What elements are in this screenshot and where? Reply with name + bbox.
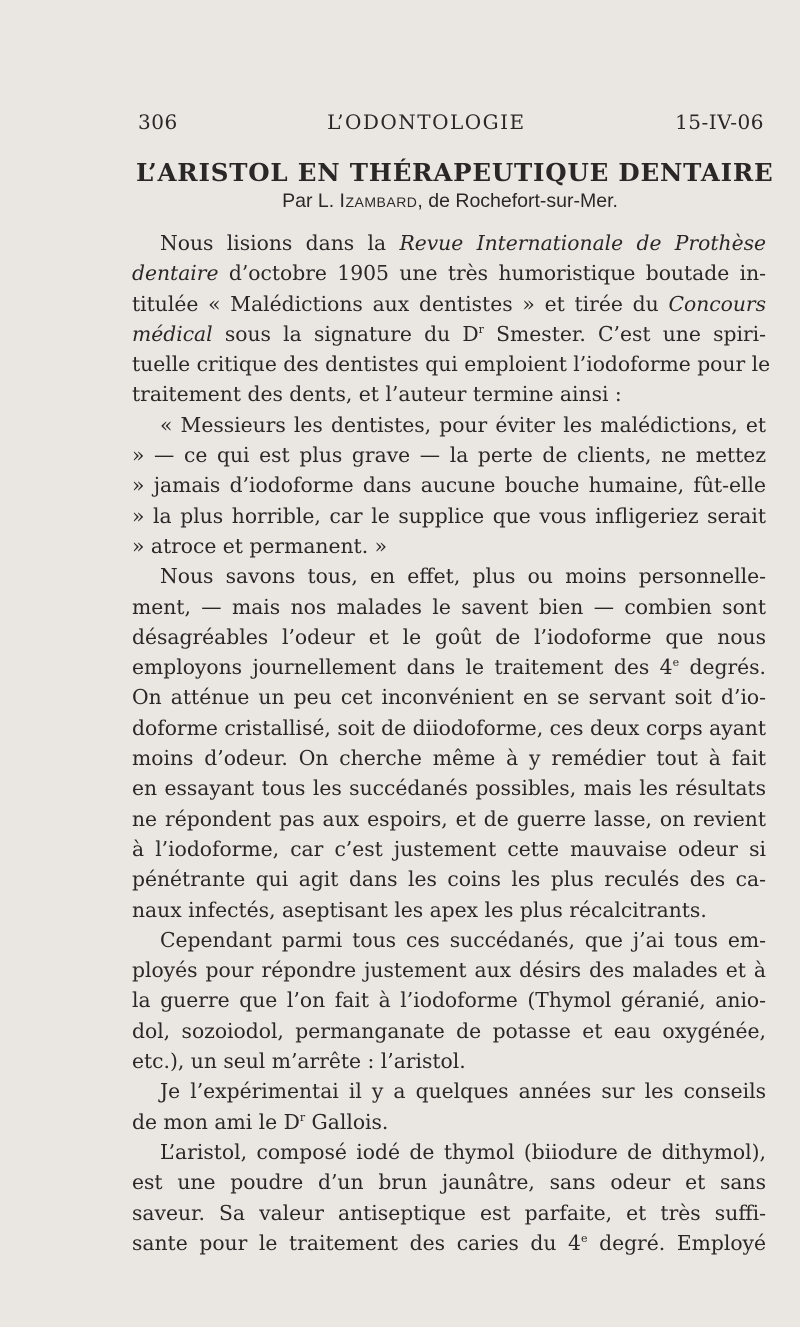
journal-title: L’ODONTOLOGIE [327, 110, 526, 134]
quote-line: « Messieurs les dentistes, pour éviter les malédictions, et [160, 412, 766, 437]
text-line: doforme cristallisé, soit de diiodoforme, ces deux corps ayant [132, 715, 766, 740]
text-line: désagréables l’odeur et le goût de l’iodoforme que nous [132, 624, 766, 649]
text-line: etc.), un seul m’arrête : l’aristol. [132, 1049, 466, 1074]
text-line: Nous savons tous, en effet, plus ou moins personnelle- [160, 564, 766, 589]
text-line: dol, sozoiodol, permanganate de potasse et eau oxygénée, [132, 1018, 766, 1043]
text-line: employons journellement dans le traitement des 4e degrés. [132, 655, 767, 680]
quote-line: » jamais d’iodoforme dans aucune bouche humaine, fût-elle [132, 473, 766, 498]
text-line: saveur. Sa valeur antiseptique est parfaite, et très suffi- [132, 1200, 766, 1225]
running-header [138, 110, 764, 134]
text-line: Je l’expérimentai il y a quelques années sur les conseils [160, 1079, 766, 1104]
text-line: Cependant parmi tous ces succédanés, que j’ai tous em- [160, 927, 766, 952]
text-line: traitement des dents, et l’auteur termine ainsi : [132, 382, 622, 407]
text-line: la guerre que l’on fait à l’iodoforme (Thymol géranié, anio- [132, 988, 766, 1013]
text-line: titulée « Malédictions aux dentistes » et tirée du Concours [132, 291, 766, 316]
text-line: dentaire d’octobre 1905 une très humoristique boutade in- [132, 261, 766, 286]
text-line: en essayant tous les succédanés possibles, mais les résultats [132, 776, 766, 801]
text-line: ne répondent pas aux espoirs, et de guerre lasse, on revient [132, 806, 766, 831]
text-line: moins d’odeur. On cherche même à y remédier tout à fait [132, 746, 766, 771]
text-line: sante pour le traitement des caries du 4e degré. Employé [132, 1230, 767, 1255]
article-body [132, 228, 771, 1258]
page-number: 306 [138, 110, 178, 134]
author-name: Izambard [339, 190, 418, 212]
text-line: médical sous la signature du $D^r$ Smester. C’est une spiri- [132, 321, 766, 346]
text-line: L’aristol, composé iodé de thymol (biiodure de dithymol), [160, 1139, 766, 1164]
text-line: On atténue un peu cet inconvénient en se servant soit d’io- [132, 685, 766, 710]
text-line: ployés pour répondre justement aux désirs des malades et à [132, 958, 766, 983]
quote-line: » la plus horrible, car le supplice que vous infligeriez serait [132, 503, 766, 528]
text-line: naux infectés, aseptisant les apex les plus récalcitrants. [132, 897, 707, 922]
text-line: tuelle critique des dentistes qui emploient l’iodoforme pour le [132, 352, 771, 377]
article-title: L’ARISTOL EN THÉRAPEUTIQUE DENTAIRE [136, 158, 774, 187]
quote-line: » atroce et permanent. » [132, 533, 387, 558]
issue-date: 15-IV-06 [675, 110, 764, 134]
text-line: de mon ami le $D^r$ Gallois. [132, 1109, 389, 1134]
text-line: Nous lisions dans la Revue Internationale de Prothèse [160, 231, 766, 255]
text-line: pénétrante qui agit dans les coins les plus reculés des ca- [132, 867, 766, 892]
quote-line: » — ce qui est plus grave — la perte de clients, ne mettez [132, 443, 766, 468]
text-line: est une poudre d’un brun jaunâtre, sans odeur et sans [132, 1170, 766, 1195]
article-byline: Par L. Izambard, de Rochefort-sur-Mer. [282, 190, 618, 212]
text-line: à l’iodoforme, car c’est justement cette mauvaise odeur si [132, 836, 766, 861]
text-line: ment, — mais nos malades le savent bien — combien sont [132, 594, 766, 619]
